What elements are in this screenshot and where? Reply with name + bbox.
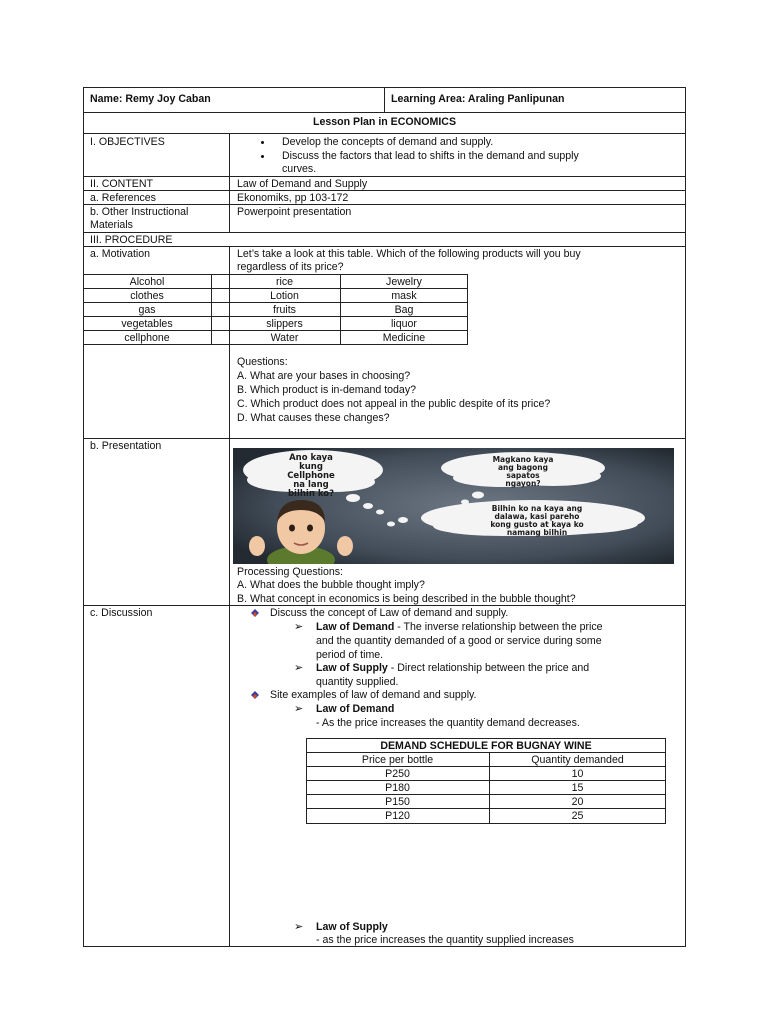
discussion-label: c. Discussion: [90, 607, 153, 619]
law-of-supply-continued: quantity supplied.: [316, 676, 399, 688]
bubble-text: bilhin ko?: [287, 489, 335, 499]
law-of-supply-subheading: Law of Supply: [316, 921, 388, 933]
motivation-text: Let’s take a look at this table. Which of the following products will you buy: [237, 248, 581, 260]
materials-value: Powerpoint presentation: [237, 206, 352, 218]
product-cell: clothes: [130, 290, 164, 302]
objectives-label: I. OBJECTIVES: [90, 136, 165, 148]
content-label: II. CONTENT: [90, 178, 153, 190]
product-cell: Bag: [394, 304, 414, 316]
law-of-demand-definition: [316, 620, 603, 634]
bullet-icon: [261, 155, 264, 158]
question-item: B. Which product is in-demand today?: [237, 384, 417, 396]
law-of-demand-text: - The inverse relationship between the price: [394, 621, 603, 633]
law-of-supply-example: - as the price increases the quantity supplied increases: [316, 934, 574, 946]
bubble-text: ang bagong: [497, 463, 549, 472]
bubble-text: Bilhin ko na kaya ang: [491, 504, 583, 513]
bubble-text: Ano kaya: [289, 453, 333, 463]
questions-heading: Questions:: [237, 356, 288, 368]
product-cell: rice: [275, 276, 294, 288]
product-cell: Alcohol: [129, 276, 165, 288]
teacher-name: Name: Remy Joy Caban: [90, 93, 211, 105]
discussion-item: Discuss the concept of Law of demand and supply.: [270, 607, 509, 619]
objective-item-continued: curves.: [282, 163, 317, 175]
product-cell: mask: [391, 290, 417, 302]
table-cell: P180: [385, 782, 410, 794]
product-cell: Jewelry: [386, 276, 422, 288]
table-cell: 25: [571, 810, 584, 822]
presentation-label: b. Presentation: [90, 440, 162, 452]
law-of-demand-continued: and the quantity demanded of a good or service during some: [316, 635, 602, 647]
table-cell: P250: [385, 768, 410, 780]
bubble-text: Cellphone: [287, 471, 335, 481]
references-label: a. References: [90, 192, 156, 204]
materials-label-continued: Materials: [90, 219, 133, 231]
column-header: Quantity demanded: [531, 754, 624, 766]
question-item: C. Which product does not appeal in the public despite of its price?: [237, 398, 551, 410]
bullet-icon: [261, 141, 264, 144]
materials-label: b. Other Instructional: [90, 206, 189, 218]
product-cell: vegetables: [121, 318, 173, 330]
law-of-demand-subheading: Law of Demand: [316, 703, 395, 715]
product-cell: gas: [138, 304, 156, 316]
law-of-supply-term: Law of Supply: [316, 662, 388, 674]
question-item: D. What causes these changes?: [237, 412, 390, 424]
references-value: Ekonomiks, pp 103-172: [237, 192, 349, 204]
law-of-supply-text: - Direct relationship between the price and: [387, 662, 590, 674]
motivation-text-continued: regardless of its price?: [237, 261, 344, 273]
product-cell: cellphone: [124, 332, 170, 344]
bubble-text: sapatos: [506, 471, 540, 480]
table-cell: 20: [571, 796, 584, 808]
bubble-text: namang bilhin: [506, 528, 568, 537]
column-header: Price per bottle: [361, 754, 434, 766]
table-cell: 15: [571, 782, 584, 794]
law-of-demand-term: Law of Demand: [316, 621, 395, 633]
bubble-text: kong gusto at kaya ko: [490, 520, 584, 529]
content-value: Law of Demand and Supply: [237, 178, 368, 190]
product-cell: Lotion: [270, 290, 299, 302]
product-cell: fruits: [273, 304, 296, 316]
discussion-item: Site examples of law of demand and supply.: [270, 689, 477, 701]
bubble-text: Magkano kaya: [492, 455, 554, 464]
diamond-bullet-icon: [251, 609, 259, 617]
document-title: Lesson Plan in ECONOMICS: [312, 116, 457, 128]
product-cell: slippers: [266, 318, 303, 330]
law-of-supply-definition: [316, 661, 589, 675]
bubble-text: kung: [299, 462, 323, 472]
thought-bubble-illustration: [233, 448, 674, 564]
product-cell: liquor: [391, 318, 417, 330]
table-cell: P120: [385, 810, 410, 822]
bubble-text: dalawa, kasi pareho: [494, 512, 580, 521]
motivation-label: a. Motivation: [90, 248, 151, 260]
question-item: A. What are your bases in choosing?: [237, 370, 411, 382]
arrow-bullet-icon: ➢: [294, 703, 304, 715]
learning-area: Learning Area: Araling Panlipunan: [391, 93, 565, 105]
bubble-text: na lang: [293, 480, 329, 490]
product-cell: Water: [270, 332, 299, 344]
processing-heading: Processing Questions:: [237, 566, 343, 578]
objective-item: Develop the concepts of demand and supply.: [282, 136, 494, 148]
processing-question: A. What does the bubble thought imply?: [237, 579, 425, 591]
law-of-demand-continued: period of time.: [316, 649, 384, 661]
objective-item: Discuss the factors that lead to shifts in the demand and supply: [282, 150, 579, 162]
arrow-bullet-icon: ➢: [294, 621, 304, 633]
table-title: DEMAND SCHEDULE FOR BUGNAY WINE: [380, 740, 592, 752]
processing-question: B. What concept in economics is being described in the bubble thought?: [237, 593, 576, 605]
law-of-demand-example: - As the price increases the quantity demand decreases.: [316, 717, 580, 729]
procedure-label: III. PROCEDURE: [90, 234, 173, 246]
arrow-bullet-icon: ➢: [294, 921, 304, 933]
table-cell: P150: [385, 796, 410, 808]
diamond-bullet-icon: [251, 691, 259, 699]
arrow-bullet-icon: ➢: [294, 662, 304, 674]
bubble-text: ngayon?: [505, 479, 541, 488]
table-cell: 10: [571, 768, 584, 780]
product-cell: Medicine: [382, 332, 426, 344]
